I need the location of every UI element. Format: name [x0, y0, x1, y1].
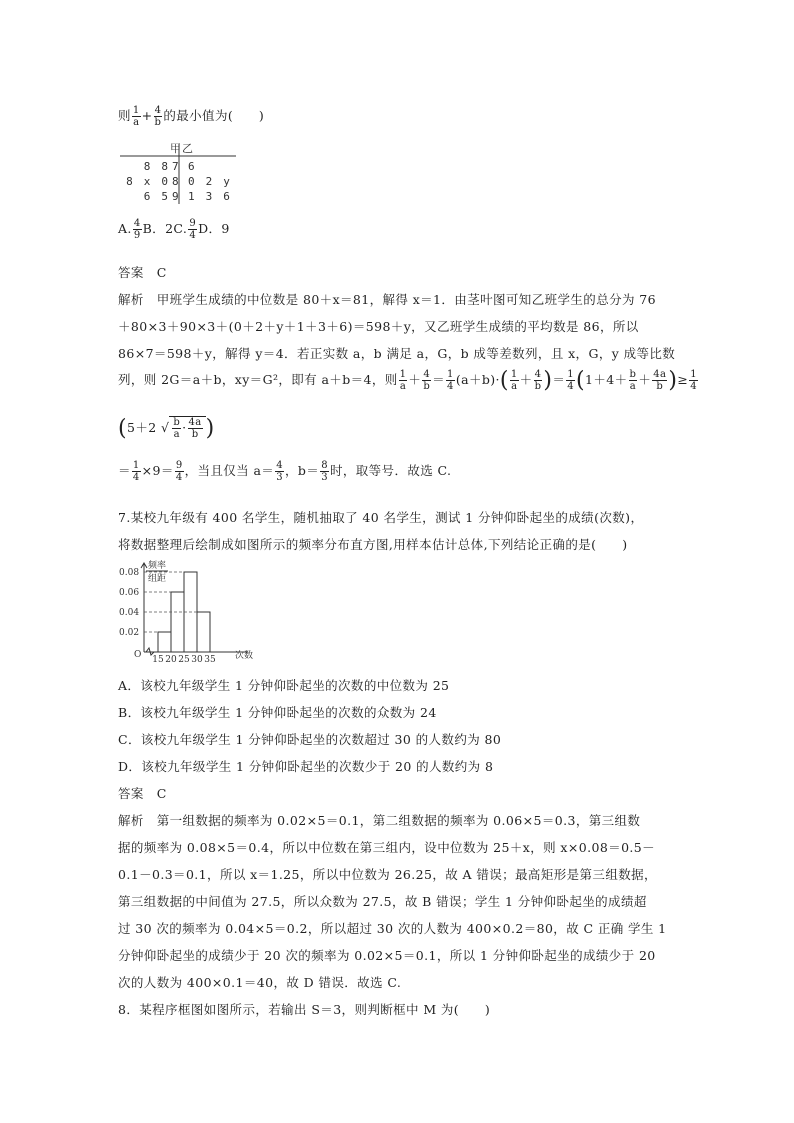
hist-origin: O [134, 650, 142, 660]
frac-num: 1 [399, 369, 407, 380]
hist-bar-15-20 [158, 632, 171, 652]
frac-den: 4 [189, 230, 197, 241]
frac-den: b [423, 381, 431, 392]
frac-den: b [191, 429, 199, 440]
frac-den: a [399, 381, 407, 392]
frac-den: 3 [321, 472, 328, 483]
sol-line5-text: 5＋2 [126, 420, 157, 435]
hist-y-tick-3: 0.02 [119, 628, 140, 638]
q7-question-line-1: 7.某校九年级有 400 名学生，随机抽取了 40 名学生，测试 1 分钟仰卧起坐的成绩(次数)， [118, 510, 644, 525]
q6-solution-line-3: 86×7＝598＋y，解得 y＝4．若正实数 a，b 满足 a，G，b 成等差数列，且 x，G，y 成等比数 [118, 346, 676, 361]
stemleaf-row3-stem: 9 [172, 190, 179, 203]
paren-close-2: ) [668, 368, 678, 393]
stemleaf-row1-left: 8 8 [143, 160, 168, 173]
frac-1-over-4 [446, 369, 455, 392]
frac-num: 4 [423, 369, 431, 380]
frac-num: 1 [690, 369, 697, 380]
frac-4a-over-b [652, 369, 667, 392]
stemleaf-head-left: 甲 [170, 142, 181, 155]
frac-den: b [656, 381, 664, 392]
hist-y-tick-0: 0.08 [119, 568, 140, 578]
hist-x-tick-1: 20 [165, 655, 177, 664]
sol-line6-text: ，当且仅当 a＝ [184, 463, 275, 478]
q7-answer: 答案 C [118, 786, 167, 801]
q8-question: 8．某程序框图如图所示，若输出 S＝3，则判断框中 M 为( ) [118, 1002, 491, 1017]
frac-num: 9 [189, 218, 197, 229]
option-b-text: B．2C. [142, 221, 188, 236]
frac-num: 4 [154, 105, 162, 116]
q7-question-line-2: 将数据整理后绘制成如图所示的频率分布直方图,用样本估计总体,下列结论正确的是( ) [118, 537, 628, 552]
sol-line6-mid: ，b＝ [284, 463, 320, 478]
q6-question-line [118, 105, 264, 128]
q7-solution-line-6: 分钟仰卧起坐的成绩少于 20 次的频率为 0.02×5＝0.1，所以 1 分钟仰卧起坐的成绩少于 20 [118, 948, 656, 963]
frac-9-over-4 [175, 460, 184, 483]
hist-y-tick-2: 0.04 [119, 608, 140, 618]
frac-den: 4 [175, 472, 183, 483]
sol-line6-end: 时，取等号．故选 C. [329, 463, 452, 478]
frac-den: 4 [132, 472, 140, 483]
stemleaf-row2-right: 0 2 y [188, 175, 230, 188]
q6-prefix: 则 [118, 108, 131, 123]
option-a-fraction [133, 218, 142, 241]
stemleaf-head-right: 乙 [182, 142, 193, 155]
frac-den: b [154, 117, 162, 128]
stemleaf-row3-right: 1 3 6 [188, 190, 230, 203]
option-a-label: A. [118, 221, 132, 236]
paren-close: ) [543, 368, 553, 393]
hist-bar-30-35 [197, 612, 210, 652]
fraction-1-over-a [132, 105, 141, 128]
option-c-fraction [188, 218, 197, 241]
sol-line4-text: 列，则 2G＝a＋b，xy＝G²，即有 a＋b＝4，则 [118, 372, 398, 387]
frac-num: 4a [188, 417, 202, 428]
hist-y-tick-1: 0.06 [119, 588, 140, 598]
frac-1-over-4-c [689, 369, 698, 392]
frac-4a-over-b-2 [188, 417, 203, 440]
frac-4-over-b [422, 369, 431, 392]
frac-num: 4 [133, 218, 141, 229]
frac-b-over-a [629, 369, 638, 392]
frac-1-over-4-d [132, 460, 141, 483]
q6-suffix: 的最小值为( ) [163, 108, 265, 123]
frac-1-over-a-inner [510, 369, 519, 392]
frac-num: 4 [534, 369, 542, 380]
frac-den: 9 [133, 230, 141, 241]
stem-leaf-plot [118, 140, 248, 208]
hist-ylabel-top: 频率 [148, 561, 167, 571]
frac-num: 1 [510, 369, 518, 380]
frac-b-over-a-2 [172, 417, 181, 440]
frac-den: a [511, 381, 518, 392]
q7-solution-line-7: 次的人数为 400×0.1＝40，故 D 错误．故选 C. [118, 975, 402, 990]
q6-solution-line-2: ＋80×3＋90×3＋(0＋2＋y＋1＋3＋6)＝598＋y，又乙班学生成绩的平均数是 86，所以 [118, 319, 639, 334]
paren-open-3: ( [118, 416, 127, 441]
hist-xlabel: 次数 [235, 651, 254, 661]
q7-solution-line-2: 据的频率为 0.08×5＝0.4，所以中位数在第三组内，设中位数为 25＋x，则 x×0.08＝0.5－ [118, 840, 656, 855]
frac-den: a [173, 429, 180, 440]
q7-option-c: C．该校九年级学生 1 分钟仰卧起坐的次数超过 30 的人数约为 80 [118, 732, 502, 747]
q7-solution-line-3: 0.1－0.3＝0.1，所以 x＝1.25，所以中位数为 26.25，故 A 错误；最高矩形是第三组数据， [118, 867, 657, 882]
q6-solution-line-1: 解析 甲班学生成绩的中位数是 80＋x＝81，解得 x＝1．由茎叶图可知乙班学生的总分为 76 [118, 292, 656, 307]
q6-solution-line-5: (5＋2 √ $\frac{b}{a}$ · $\frac{4a}{b}$ ) [118, 416, 215, 441]
frac-num: 1 [132, 105, 140, 116]
stemleaf-row1-stem: 7 [172, 160, 179, 173]
fraction-4-over-b [154, 105, 163, 128]
plus-sign: + [141, 108, 153, 123]
frac-den: 3 [276, 472, 283, 483]
q6-options [118, 218, 230, 241]
frac-1-over-4-b [566, 369, 575, 392]
paren-open: ( [499, 368, 509, 393]
q6-solution-line-4: 列，则 2G＝a＋b，xy＝G²，即有 a＋b＝4，则 $\frac{1}{a}$ ＋ $\frac{4}{b}$ ＝ $\frac{1}{4}$ (a＋b)·( $\frac{1}{a}$ ＋ $\frac{4}{b}$ )＝ $\frac{1}{4}$ (1＋4＋ $\frac{b}{a}$ ＋ $\frac{4a}{b}$ )≥ $\frac{1}{4}$ [118, 368, 697, 393]
frac-den: b [534, 381, 542, 392]
q7-solution-line-5: 过 30 次的频率为 0.04×5＝0.2，所以超过 30 次的人数为 400×0.2＝80，故 C 正确 学生 1 [118, 921, 667, 936]
frac-num: 8 [321, 460, 328, 471]
frac-4-over-3 [275, 460, 284, 483]
frac-num: b [629, 369, 637, 380]
sol-line4-math: (a＋b)· [455, 372, 500, 387]
frac-den: a [629, 381, 637, 392]
hist-x-tick-2: 25 [178, 655, 190, 664]
q7-option-d: D．该校九年级学生 1 分钟仰卧起坐的次数少于 20 的人数约为 8 [118, 759, 494, 774]
frac-num: 4 [276, 460, 283, 471]
q7-solution-line-1: 解析 第一组数据的频率为 0.02×5＝0.1，第二组数据的频率为 0.06×5＝0.3，第三组数 [118, 813, 641, 828]
frac-den: 4 [447, 381, 454, 392]
hist-ylabel-bottom: 组距 [148, 574, 167, 584]
frac-den: 4 [690, 381, 697, 392]
frac-num: 1 [567, 369, 575, 380]
hist-x-tick-0: 15 [152, 655, 164, 664]
frac-den: a [133, 117, 140, 128]
ge-sign: ≥ [677, 372, 689, 387]
frac-4-over-b-inner [534, 369, 543, 392]
q7-option-b: B．该校九年级学生 1 分钟仰卧起坐的次数的众数为 24 [118, 705, 437, 720]
frac-num: 4a [653, 369, 667, 380]
frac-num: b [173, 417, 181, 428]
q6-solution-line-6: ＝ $\frac{1}{4}$ ×9＝ $\frac{9}{4}$ ，当且仅当 a＝ $\frac{4}{3}$ ，b＝ $\frac{8}{3}$ 时，取等号．故选 C. [118, 460, 452, 483]
stemleaf-row1-right: 6 [188, 160, 195, 173]
hist-x-tick-3: 30 [191, 655, 203, 664]
frac-num: 1 [132, 460, 140, 471]
paren-open-2: ( [576, 368, 586, 393]
hist-x-tick-4: 35 [204, 655, 216, 664]
q6-answer: 答案 C [118, 265, 167, 280]
stemleaf-row3-left: 6 5 [143, 190, 168, 203]
q7-solution-line-4: 第三组数据的中间值为 27.5，所以众数为 27.5，故 B 错误；学生 1 分钟仰卧起坐的成绩超 [118, 894, 647, 909]
sqrt-expression: $\frac{b}{a}$ · $\frac{4a}{b}$ [169, 416, 205, 440]
frac-num: 1 [447, 369, 454, 380]
frequency-histogram [118, 558, 268, 664]
hist-bar-20-25 [171, 592, 184, 652]
option-d-text: D．9 [198, 221, 230, 236]
frac-8-over-3 [320, 460, 329, 483]
q7-option-a: A．该校九年级学生 1 分钟仰卧起坐的次数的中位数为 25 [118, 678, 450, 693]
paren-close-3: ) [205, 416, 215, 441]
frac-1-over-a [399, 369, 408, 392]
frac-num: 9 [175, 460, 183, 471]
stemleaf-row2-stem: 8 [172, 175, 179, 188]
stemleaf-row2-left: 8 x 0 [126, 175, 168, 188]
frac-den: 4 [567, 381, 575, 392]
